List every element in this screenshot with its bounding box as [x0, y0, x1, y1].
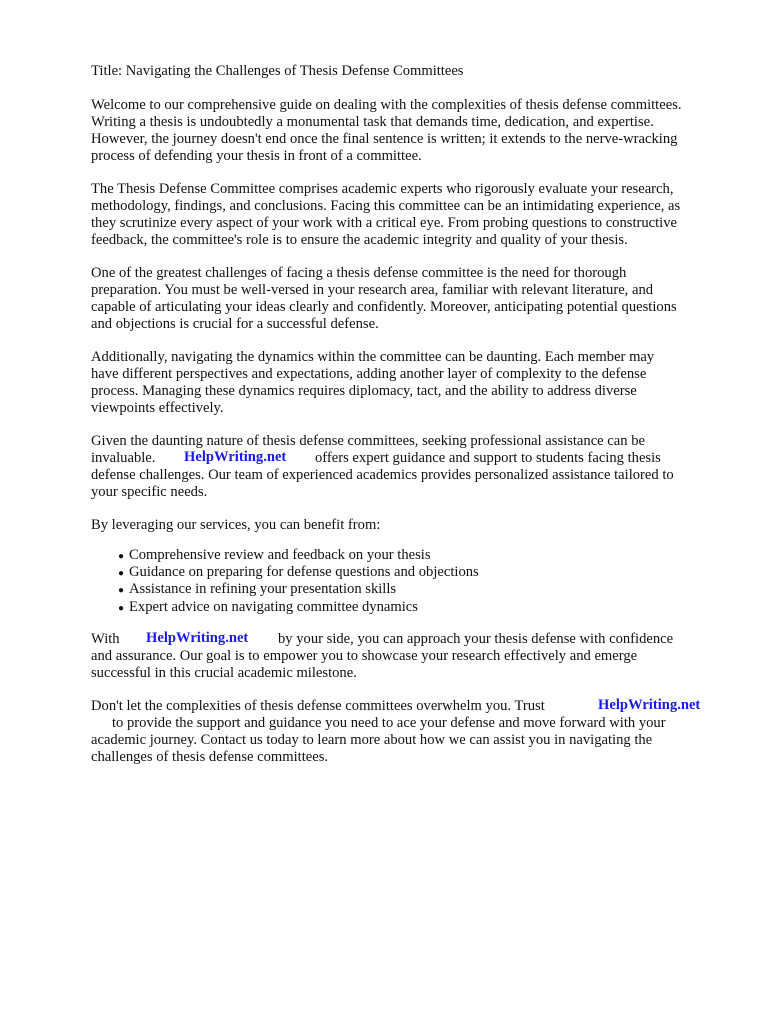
list-item: Expert advice on navigating committee dynamics: [129, 599, 418, 615]
list-item: Comprehensive review and feedback on your thesis: [129, 547, 431, 563]
document-title: Title: Navigating the Challenges of Thesis Defense Committees: [91, 63, 464, 79]
paragraph-line-start: With: [91, 631, 120, 647]
paragraph-line: Welcome to our comprehensive guide on dealing with the complexities of thesis defense committees.: [91, 97, 682, 113]
paragraph-line: Writing a thesis is undoubtedly a monumental task that demands time, dedication, and expertise.: [91, 114, 654, 130]
bullet-icon: ●: [118, 585, 125, 596]
helpwriting-link[interactable]: HelpWriting.net: [146, 630, 249, 646]
paragraph-line-start: invaluable.: [91, 450, 156, 466]
paragraph-line: By leveraging our services, you can benefit from:: [91, 517, 381, 533]
helpwriting-link[interactable]: HelpWriting.net: [598, 697, 701, 713]
paragraph-line-end: offers expert guidance and support to students facing thesis: [315, 450, 661, 466]
paragraph-line: they scrutinize every aspect of your work with a critical eye. From probing questions to constructive: [91, 215, 678, 231]
paragraph-line: and assurance. Our goal is to empower you to showcase your research effectively and emerge: [91, 648, 638, 664]
list-item: Guidance on preparing for defense questions and objections: [129, 564, 479, 580]
paragraph-line: to provide the support and guidance you need to ace your defense and move forward with your: [112, 715, 666, 731]
list-item: Assistance in refining your presentation skills: [129, 581, 397, 597]
paragraph-line: Additionally, navigating the dynamics within the committee can be daunting. Each member may: [91, 349, 655, 365]
paragraph-line: Given the daunting nature of thesis defense committees, seeking professional assistance can be: [91, 433, 645, 449]
paragraph-line-start: Don't let the complexities of thesis defense committees overwhelm you. Trust: [91, 698, 545, 714]
paragraph-line: successful in this crucial academic milestone.: [91, 665, 357, 681]
helpwriting-link[interactable]: HelpWriting.net: [184, 449, 287, 465]
paragraph-line: The Thesis Defense Committee comprises academic experts who rigorously evaluate your research,: [91, 181, 674, 197]
paragraph-line: and objections is crucial for a successful defense.: [91, 316, 379, 332]
paragraph-line-end: by your side, you can approach your thesis defense with confidence: [278, 631, 674, 647]
paragraph-line: feedback, the committee's role is to ensure the academic integrity and quality of your thesis.: [91, 232, 628, 248]
paragraph-line: methodology, findings, and conclusions. Facing this committee can be an intimidating experience, as: [91, 198, 681, 214]
paragraph-line: challenges of thesis defense committees.: [91, 749, 329, 765]
paragraph-line: capable of articulating your ideas clearly and confidently. Moreover, anticipating potential questions: [91, 299, 677, 315]
paragraph-line: process of defending your thesis in front of a committee.: [91, 148, 422, 164]
bullet-icon: ●: [118, 568, 125, 579]
paragraph-line: process. Managing these dynamics requires diplomacy, tact, and the ability to address diverse: [91, 383, 637, 399]
paragraph-line: academic journey. Contact us today to learn more about how we can assist you in navigating the: [91, 732, 653, 748]
paragraph-line: viewpoints effectively.: [91, 400, 224, 416]
bullet-icon: ●: [118, 551, 125, 562]
paragraph-line: However, the journey doesn't end once the final sentence is written; it extends to the nerve-wracking: [91, 131, 678, 147]
paragraph-line: defense challenges. Our team of experienced academics provides personalized assistance tailored to: [91, 467, 674, 483]
paragraph-line: your specific needs.: [91, 484, 208, 500]
paragraph-line: preparation. You must be well-versed in your research area, familiar with relevant literature, and: [91, 282, 654, 298]
paragraph-line: One of the greatest challenges of facing a thesis defense committee is the need for thorough: [91, 265, 627, 281]
bullet-icon: ●: [118, 603, 125, 614]
paragraph-line: have different perspectives and expectations, adding another layer of complexity to the defense: [91, 366, 647, 382]
